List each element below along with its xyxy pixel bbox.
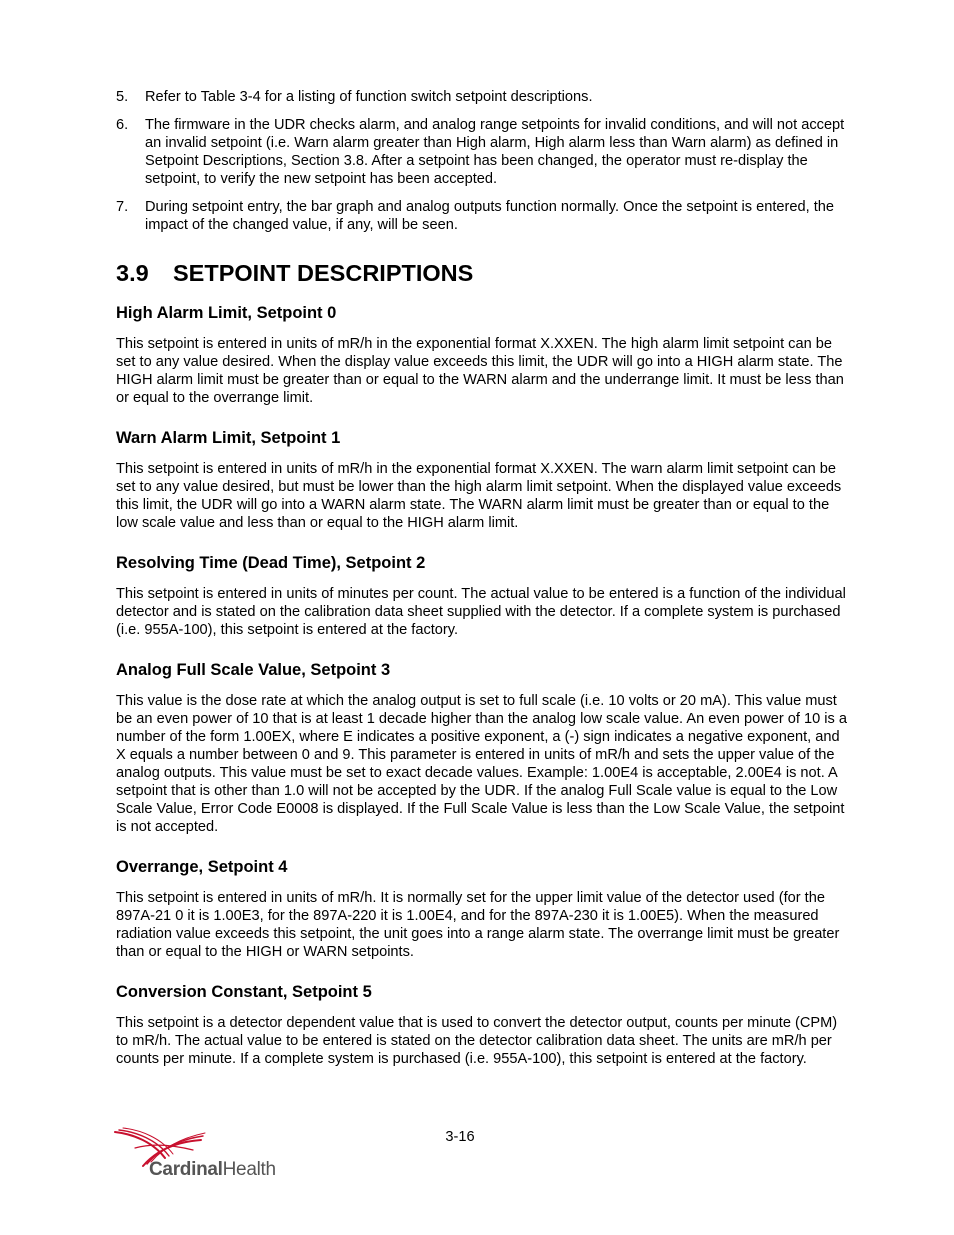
cardinal-health-logo	[113, 1126, 276, 1186]
subsection-conversion-constant	[116, 982, 852, 1068]
list-item	[116, 116, 852, 188]
subsection-text: This setpoint is entered in units of mR/h in the exponential format X.XXEN. The warn alarm limit setpoint can be set to any value desired, but must be lower than the high alarm limit setpoint. When the displayed value exceeds this limit, the UDR will go into a WARN alarm state. The WARN alarm limit must be greater than or equal to the low scale value and less than or equal to the HIGH alarm limit.	[116, 461, 842, 531]
numbered-list	[116, 88, 852, 234]
subsection-overrange	[116, 857, 852, 961]
logo-text-light: Health	[222, 1159, 276, 1180]
subsection-analog-full-scale	[116, 660, 852, 836]
subsection-heading: High Alarm Limit, Setpoint 0	[116, 304, 337, 322]
list-item	[116, 88, 852, 106]
subsection-resolving-time	[116, 553, 852, 639]
subsection-heading: Warn Alarm Limit, Setpoint 1	[116, 429, 341, 447]
section-title: SETPOINT DESCRIPTIONS	[173, 260, 474, 286]
section-number: 3.9	[116, 260, 149, 286]
logo-wordmark	[149, 1159, 276, 1181]
subsection-heading: Overrange, Setpoint 4	[116, 858, 288, 876]
subsection-text: This setpoint is a detector dependent value that is used to convert the detector output, counts per minute (CPM) to mR/h. The actual value to be entered is stated on the detector calibration data sheet. The units are mR/h per counts per minute. If a complete system is purchased (i.e. 955A-100), this setpoint is entered at the factory.	[116, 1015, 838, 1067]
list-item-text: Refer to Table 3-4 for a listing of function switch setpoint descriptions.	[145, 89, 593, 105]
subsection-text: This value is the dose rate at which the analog output is set to full scale (i.e. 10 volts or 20 mA). This value must be an even power of 10 that is at least 1 decade higher than the analog low scale value. An even power of 10 is a number of the form 1.00EX, where E indicates a positive exponent, a (-) sign indicates a negative exponent, and X equals a number between 0 and 9. This parameter is entered in units of mR/h and sets the upper value of the analog outputs. This value must be set to exact decade values. Example: 1.00E4 is acceptable, 2.00E4 is not. A setpoint that is other than 1.0 will not be accepted by the UDR. If the analog Full Scale value is equal to the Low Scale Value, Error Code E0008 is displayed. If the Full Scale Value is less than the Low Scale Value, the setpoint is not accepted.	[116, 693, 847, 835]
list-item-number: 6.	[116, 117, 129, 133]
subsection-warn-alarm	[116, 428, 852, 532]
list-item-text: During setpoint entry, the bar graph and analog outputs function normally. Once the setpoint is entered, the impact of the changed value, if any, will be seen.	[145, 199, 835, 233]
subsection-text: This setpoint is entered in units of mR/h. It is normally set for the upper limit value of the detector used (for the 897A-21 0 it is 1.00E3, for the 897A-220 it is 1.00E4, and for the 897A-230 it is 1.00E5). When the measured radiation value exceeds this setpoint, the unit goes into a range alarm state. The overrange limit must be greater than or equal to the HIGH or WARN setpoints.	[116, 890, 840, 960]
page-content	[116, 88, 852, 1089]
logo-text-bold: Cardinal	[149, 1159, 223, 1180]
subsection-heading: Conversion Constant, Setpoint 5	[116, 983, 372, 1001]
page-number-text: 3-16	[445, 1129, 475, 1145]
section-heading	[116, 259, 852, 287]
list-item-number: 7.	[116, 199, 129, 215]
list-item-number: 5.	[116, 89, 129, 105]
subsection-text: This setpoint is entered in units of mR/h in the exponential format X.XXEN. The high alarm limit setpoint can be set to any value desired. When the display value exceeds this limit, the UDR will go into a HIGH alarm state. The HIGH alarm limit must be greater than or equal to the WARN alarm and the underrange limit. It must be less than or equal to the overrange limit.	[116, 336, 844, 406]
subsection-heading: Resolving Time (Dead Time), Setpoint 2	[116, 554, 426, 572]
subsection-text: This setpoint is entered in units of minutes per count. The actual value to be entered is a function of the individual detector and is stated on the calibration data sheet supplied with the detector. If a complete system is purchased (i.e. 955A-100), this setpoint is entered at the factory.	[116, 586, 846, 638]
subsection-high-alarm	[116, 303, 852, 407]
list-item-text: The firmware in the UDR checks alarm, and analog range setpoints for invalid conditions, and will not accept an invalid setpoint (i.e. Warn alarm greater than High alarm, High alarm less than Warn alarm) as defined in Setpoint Descriptions, Section 3.8. After a setpoint has been changed, the operator must re-display the setpoint, to verify the new setpoint has been accepted.	[145, 117, 845, 187]
list-item	[116, 198, 852, 234]
subsection-heading: Analog Full Scale Value, Setpoint 3	[116, 661, 391, 679]
